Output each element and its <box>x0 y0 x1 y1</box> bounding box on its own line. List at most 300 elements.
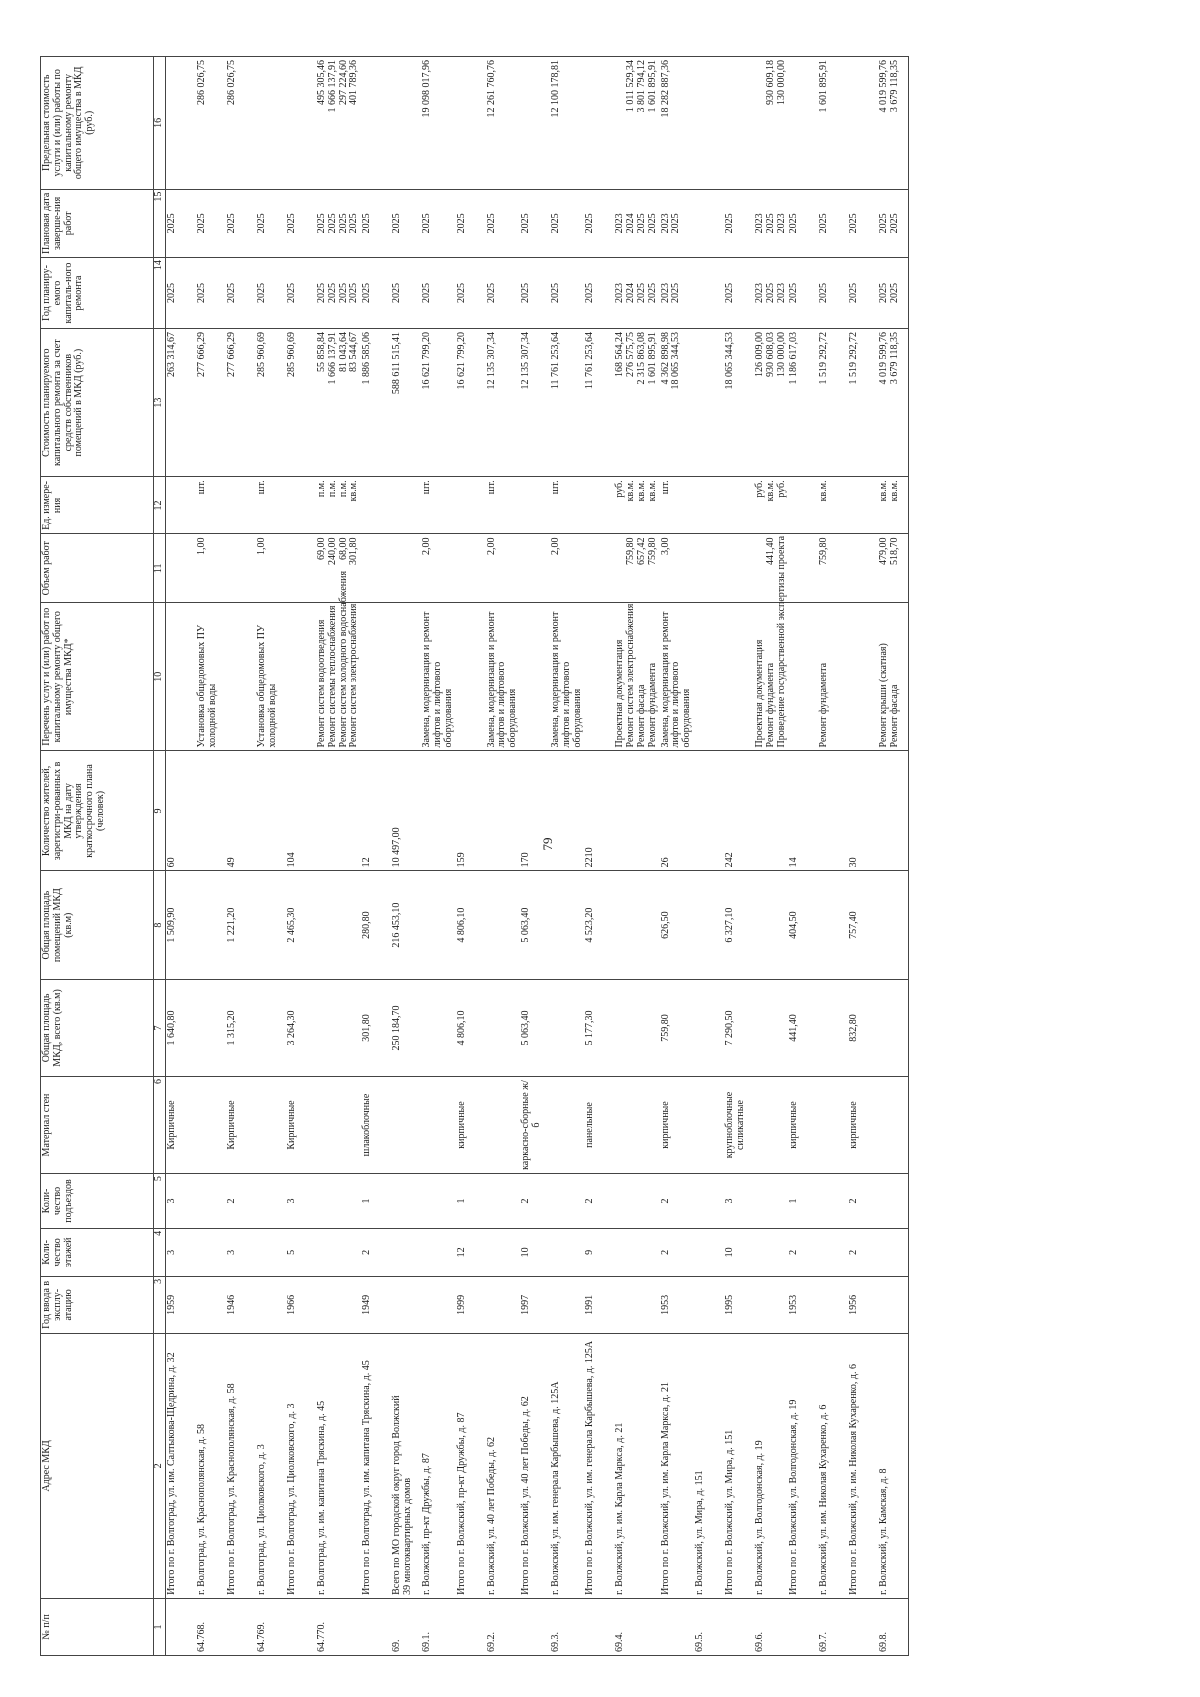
cell-addr: г. Волжский, ул. Мира, д. 151 <box>694 1333 724 1598</box>
cell-area <box>316 979 361 1076</box>
cell-n <box>848 1598 878 1655</box>
column-number: 9 <box>154 751 166 871</box>
cell-y2: 2025 2025 <box>878 189 909 258</box>
cell-y1: 2023 2024 2025 2025 <box>614 258 659 329</box>
cell-year: 1949 <box>361 1276 391 1333</box>
table-row <box>584 57 614 1656</box>
cell-parea <box>818 871 848 980</box>
table-row <box>788 57 818 1656</box>
cell-limit: 12 100 178,81 <box>550 57 584 190</box>
cell-area <box>550 979 584 1076</box>
table-row <box>316 57 361 1656</box>
cell-y1 <box>694 258 724 329</box>
cell-mat: кирпичные <box>788 1076 818 1173</box>
header-cell: Стоимость планируемого капитального ремонта за счет средств собственников помещений в МКД (руб.) <box>41 328 154 476</box>
cell-y2: 2025 <box>456 189 486 258</box>
cell-addr: г. Волжский, пр-кт Дружбы, д. 87 <box>421 1333 455 1598</box>
cell-floors: 3 <box>226 1228 256 1276</box>
cell-y2: 2025 <box>421 189 455 258</box>
cell-y1: 2025 <box>584 258 614 329</box>
rotated-table-wrapper <box>40 56 1200 1656</box>
cell-unit: шт. <box>486 477 520 534</box>
cell-parea <box>256 871 286 980</box>
cell-parea <box>486 871 520 980</box>
cell-parea: 2 465,30 <box>286 871 316 980</box>
cell-addr: Итого по г. Волгоград, ул. Циолковского, д. 3 <box>286 1333 316 1598</box>
cell-unit: п.м. п.м. п.м. кв.м. <box>316 477 361 534</box>
column-number: 5 <box>154 1174 166 1229</box>
cell-floors: 2 <box>788 1228 818 1276</box>
cell-year <box>818 1276 848 1333</box>
cell-limit <box>788 57 818 190</box>
table-row <box>166 57 197 1656</box>
cell-mat: Кирпичные <box>226 1076 256 1173</box>
cell-floors <box>256 1228 286 1276</box>
cell-y2: 2025 <box>226 189 256 258</box>
cell-y2: 2025 <box>520 189 550 258</box>
header-cell: Ед. измере-ния <box>41 477 154 534</box>
cell-limit <box>166 57 197 190</box>
cell-limit: 495 305,46 1 666 137,91 297 224,60 401 789,36 <box>316 57 361 190</box>
cell-res: 14 <box>788 751 818 871</box>
cell-entr <box>694 1174 724 1229</box>
cell-mat: шлакоблочные <box>361 1076 391 1173</box>
cell-limit: 930 609,18 130 000,00 <box>754 57 788 190</box>
cell-y1: 2025 <box>226 258 256 329</box>
cell-vol: 2,00 <box>486 534 520 603</box>
cell-y2: 2025 <box>724 189 754 258</box>
cell-n: 69.5. <box>694 1598 724 1655</box>
cell-addr: Итого по г. Волгоград, ул. им. капитана Тряскина, д. 45 <box>361 1333 391 1598</box>
cell-y1: 2025 <box>166 258 197 329</box>
cell-res: 12 <box>361 751 391 871</box>
cell-n <box>456 1598 486 1655</box>
cell-entr <box>391 1174 421 1229</box>
cell-area: 5 063,40 <box>520 979 550 1076</box>
cell-vol <box>694 534 724 603</box>
cell-floors: 10 <box>520 1228 550 1276</box>
cell-cost: 126 009,00 930 608,03 130 000,00 <box>754 328 788 476</box>
cell-addr: Итого по г. Волгоград, ул. Краснополянская, д. 58 <box>226 1333 256 1598</box>
cell-year <box>421 1276 455 1333</box>
cell-unit: шт. <box>256 477 286 534</box>
cell-unit: кв.м. <box>818 477 848 534</box>
cell-unit <box>361 477 391 534</box>
table-row <box>486 57 520 1656</box>
cell-y2: 2023 2025 2023 <box>754 189 788 258</box>
table-row <box>818 57 848 1656</box>
header-cell: Коли-чество этажей <box>41 1228 154 1276</box>
cell-limit: 286 026,75 <box>226 57 256 190</box>
cell-y1: 2025 <box>361 258 391 329</box>
cell-vol: 441,40 <box>754 534 788 603</box>
cell-floors: 2 <box>660 1228 694 1276</box>
cell-y1: 2025 <box>486 258 520 329</box>
cell-vol: 2,00 <box>550 534 584 603</box>
cell-area: 1 640,80 <box>166 979 197 1076</box>
cell-mat: Кирпичные <box>166 1076 197 1173</box>
cell-n <box>788 1598 818 1655</box>
cell-y2: 2023 2025 <box>660 189 694 258</box>
cell-parea: 4 806,10 <box>456 871 486 980</box>
cell-parea <box>421 871 455 980</box>
cell-cost <box>694 328 724 476</box>
cell-y1: 2025 <box>286 258 316 329</box>
cell-vol <box>361 534 391 603</box>
cell-y1: 2023 2025 2023 <box>754 258 788 329</box>
cell-parea: 280,80 <box>361 871 391 980</box>
cell-y2: 2025 <box>584 189 614 258</box>
cell-y2: 2025 <box>196 189 226 258</box>
cell-unit: шт. <box>550 477 584 534</box>
cell-vol <box>166 534 197 603</box>
cell-parea <box>550 871 584 980</box>
cell-res <box>316 751 361 871</box>
cell-floors <box>754 1228 788 1276</box>
column-number: 16 <box>154 57 166 190</box>
cell-area <box>694 979 724 1076</box>
cell-mat: Кирпичные <box>286 1076 316 1173</box>
header-cell: Коли-чество подъездов <box>41 1174 154 1229</box>
cell-area: 1 315,20 <box>226 979 256 1076</box>
cell-cost: 11 761 253,64 <box>550 328 584 476</box>
column-number: 4 <box>154 1228 166 1276</box>
cell-parea: 1 221,20 <box>226 871 256 980</box>
column-number: 13 <box>154 328 166 476</box>
cell-cost: 285 960,69 <box>256 328 286 476</box>
cell-limit <box>361 57 391 190</box>
cell-res <box>196 751 226 871</box>
cell-res: 2210 <box>584 751 614 871</box>
cell-year: 1999 <box>456 1276 486 1333</box>
cell-res: 30 <box>848 751 878 871</box>
cell-unit <box>520 477 550 534</box>
cell-n <box>361 1598 391 1655</box>
cell-y1: 2025 <box>724 258 754 329</box>
cell-year: 1997 <box>520 1276 550 1333</box>
cell-floors: 9 <box>584 1228 614 1276</box>
cell-entr <box>256 1174 286 1229</box>
cell-unit <box>286 477 316 534</box>
cell-mat <box>878 1076 909 1173</box>
cell-entr: 2 <box>660 1174 694 1229</box>
cell-vol <box>788 534 818 603</box>
cell-unit <box>456 477 486 534</box>
cell-n <box>520 1598 550 1655</box>
cell-unit: шт. <box>421 477 455 534</box>
cell-floors: 3 <box>166 1228 197 1276</box>
header-cell: Перечень услуг и (или) работ по капитальному ремонту общего имущества МКД* <box>41 603 154 751</box>
cell-y1: 2025 <box>788 258 818 329</box>
cell-y1: 2023 2025 <box>660 258 694 329</box>
cell-entr <box>316 1174 361 1229</box>
cell-year: 1956 <box>848 1276 878 1333</box>
column-number: 11 <box>154 534 166 603</box>
cell-addr: Итого по г. Волжский, пр-кт Дружбы, д. 87 <box>456 1333 486 1598</box>
cell-entr: 2 <box>848 1174 878 1229</box>
cell-work: Ремонт систем водоотведения Ремонт системы теплоснабжения Ремонт систем холодного водоснабжения Ремонт систем электроснабжения <box>316 603 361 751</box>
cell-n: 69.2. <box>486 1598 520 1655</box>
cell-addr: г. Волжский, ул. им. Николая Кухаренко, д. 6 <box>818 1333 848 1598</box>
cell-year <box>754 1276 788 1333</box>
cell-mat <box>818 1076 848 1173</box>
cell-limit <box>286 57 316 190</box>
cell-mat: крупноблочные силикатные <box>724 1076 754 1173</box>
cell-work: Проектная документация Ремонт фундамента Проведение государственной экспертизы проекта <box>754 603 788 751</box>
cell-cost: 12 135 307,34 <box>486 328 520 476</box>
column-number: 12 <box>154 477 166 534</box>
cell-cost: 16 621 799,20 <box>421 328 455 476</box>
cell-work <box>226 603 256 751</box>
cell-work <box>848 603 878 751</box>
cell-work: Замена, модернизация и ремонт лифтов и лифтового оборудования <box>550 603 584 751</box>
cell-n <box>166 1598 197 1655</box>
cell-work <box>456 603 486 751</box>
cell-mat <box>391 1076 421 1173</box>
cell-y1: 2025 <box>818 258 848 329</box>
table-row <box>421 57 455 1656</box>
cell-y1: 2025 <box>456 258 486 329</box>
column-number: 14 <box>154 258 166 329</box>
cell-parea: 1 509,90 <box>166 871 197 980</box>
cell-res: 242 <box>724 751 754 871</box>
cell-n: 69.4. <box>614 1598 659 1655</box>
cell-y1: 2025 2025 <box>878 258 909 329</box>
cell-work: Замена, модернизация и ремонт лифтов и лифтового оборудования <box>486 603 520 751</box>
cell-mat: кирпичные <box>456 1076 486 1173</box>
cell-entr <box>614 1174 659 1229</box>
cell-vol <box>724 534 754 603</box>
cell-addr: г. Волжский, ул. им. генерала Карбышева, д. 125А <box>550 1333 584 1598</box>
cell-y2: 2025 <box>256 189 286 258</box>
cell-entr <box>550 1174 584 1229</box>
cell-floors <box>878 1228 909 1276</box>
cell-unit: шт. <box>660 477 694 534</box>
table-row <box>614 57 659 1656</box>
cell-entr <box>754 1174 788 1229</box>
cell-floors <box>391 1228 421 1276</box>
table-row <box>226 57 256 1656</box>
cell-addr: Итого по г. Волжский, ул. Мира, д. 151 <box>724 1333 754 1598</box>
table-row <box>550 57 584 1656</box>
cell-area <box>421 979 455 1076</box>
cell-mat <box>256 1076 286 1173</box>
cell-entr <box>878 1174 909 1229</box>
cell-mat <box>550 1076 584 1173</box>
cell-unit <box>848 477 878 534</box>
cell-year <box>486 1276 520 1333</box>
cell-year <box>614 1276 659 1333</box>
cell-y1: 2025 <box>196 258 226 329</box>
cell-limit: 286 026,75 <box>196 57 226 190</box>
cell-unit: руб. кв.м. руб. <box>754 477 788 534</box>
cell-limit: 1 601 895,91 <box>818 57 848 190</box>
cell-cost: 1 519 292,72 <box>848 328 878 476</box>
cell-n: 69.1. <box>421 1598 455 1655</box>
cell-n: 69.7. <box>818 1598 848 1655</box>
header-cell: Материал стен <box>41 1076 154 1173</box>
cell-n <box>724 1598 754 1655</box>
cell-entr: 3 <box>286 1174 316 1229</box>
table-row <box>286 57 316 1656</box>
cell-parea <box>196 871 226 980</box>
cell-entr <box>421 1174 455 1229</box>
cell-vol <box>520 534 550 603</box>
cell-entr: 1 <box>456 1174 486 1229</box>
cell-parea <box>754 871 788 980</box>
cell-limit <box>391 57 421 190</box>
cell-floors: 5 <box>286 1228 316 1276</box>
cell-cost: 588 611 515,41 <box>391 328 421 476</box>
cell-cost: 16 621 799,20 <box>456 328 486 476</box>
header-cell: Общая площадь помещений МКД (кв.м) <box>41 871 154 980</box>
cell-year: 1953 <box>788 1276 818 1333</box>
cell-area: 250 184,70 <box>391 979 421 1076</box>
cell-res <box>878 751 909 871</box>
cell-unit <box>694 477 724 534</box>
cell-entr <box>486 1174 520 1229</box>
cell-area <box>614 979 659 1076</box>
cell-area <box>256 979 286 1076</box>
cell-work <box>361 603 391 751</box>
cell-work: Замена, модернизация и ремонт лифтов и лифтового оборудования <box>421 603 455 751</box>
cell-mat: кирпичные <box>660 1076 694 1173</box>
cell-addr: Итого по г. Волжский, ул. им. Карла Маркса, д. 21 <box>660 1333 694 1598</box>
cell-entr: 2 <box>226 1174 256 1229</box>
cell-work <box>584 603 614 751</box>
cell-cost: 1 519 292,72 <box>818 328 848 476</box>
cell-mat: панельные <box>584 1076 614 1173</box>
cell-entr <box>818 1174 848 1229</box>
table-row <box>361 57 391 1656</box>
table-row <box>878 57 909 1656</box>
cell-floors: 2 <box>361 1228 391 1276</box>
cell-work: Ремонт фундамента <box>818 603 848 751</box>
column-number-row <box>154 57 166 1656</box>
cell-year <box>196 1276 226 1333</box>
cell-y2: 2025 <box>286 189 316 258</box>
cell-parea <box>694 871 724 980</box>
cell-n: 69.6. <box>754 1598 788 1655</box>
table-row <box>754 57 788 1656</box>
cell-res: 60 <box>166 751 197 871</box>
cell-addr: Итого по г. Волжский, ул. им. Николая Кухаренко, д. 6 <box>848 1333 878 1598</box>
cell-vol <box>584 534 614 603</box>
cell-y1: 2025 <box>848 258 878 329</box>
cell-vol: 1,00 <box>196 534 226 603</box>
header-cell: Количество жителей, зарегистри-рованных в МКД на дату утверждения краткосрочного плана (человек) <box>41 751 154 871</box>
cell-work <box>391 603 421 751</box>
table-row <box>724 57 754 1656</box>
cell-mat: кирпичные <box>848 1076 878 1173</box>
cell-parea: 5 063,40 <box>520 871 550 980</box>
cell-area: 301,80 <box>361 979 391 1076</box>
cell-area: 441,40 <box>788 979 818 1076</box>
cell-cost: 277 666,29 <box>226 328 256 476</box>
cell-res <box>421 751 455 871</box>
cell-work <box>286 603 316 751</box>
cell-floors <box>196 1228 226 1276</box>
cell-floors <box>316 1228 361 1276</box>
cell-addr: Итого по г. Волгоград, ул. им. Салтыкова-Щедрина, д. 32 <box>166 1333 197 1598</box>
cell-n: 69.8. <box>878 1598 909 1655</box>
cell-y2: 2025 <box>391 189 421 258</box>
cell-y2 <box>694 189 724 258</box>
cell-mat <box>694 1076 724 1173</box>
cell-vol: 759,80 <box>818 534 848 603</box>
cell-area <box>818 979 848 1076</box>
cell-parea: 626,50 <box>660 871 694 980</box>
cell-y1: 2025 <box>391 258 421 329</box>
cell-unit <box>391 477 421 534</box>
header-cell: № п/п <box>41 1598 154 1655</box>
cell-limit: 1 011 529,34 3 801 794,12 1 601 895,91 <box>614 57 659 190</box>
column-number: 1 <box>154 1598 166 1655</box>
cell-parea: 757,40 <box>848 871 878 980</box>
cell-year <box>878 1276 909 1333</box>
cell-y2: 2025 2025 2025 2025 <box>316 189 361 258</box>
cell-mat <box>486 1076 520 1173</box>
column-number: 2 <box>154 1333 166 1598</box>
cell-addr: Итого по г. Волжский, ул. 40 лет Победы, д. 62 <box>520 1333 550 1598</box>
cell-addr: Всего по МО городской округ город Волжский 39 многоквартирных домов <box>391 1333 421 1598</box>
cell-addr: г. Волжский, ул. Волгодонская, д. 19 <box>754 1333 788 1598</box>
cell-cost: 263 314,67 <box>166 328 197 476</box>
cell-vol: 759,80 657,42 759,80 <box>614 534 659 603</box>
cell-work <box>694 603 724 751</box>
cell-vol <box>226 534 256 603</box>
cell-addr: г. Волгоград, ул. Циолковского, д. 3 <box>256 1333 286 1598</box>
cell-vol: 3,00 <box>660 534 694 603</box>
cell-parea <box>878 871 909 980</box>
cell-area: 832,80 <box>848 979 878 1076</box>
header-cell: Адрес МКД <box>41 1333 154 1598</box>
cell-floors: 10 <box>724 1228 754 1276</box>
cell-year: 1946 <box>226 1276 256 1333</box>
cell-addr: г. Волжский, ул. им. Карла Маркса, д. 21 <box>614 1333 659 1598</box>
cell-cost: 277 666,29 <box>196 328 226 476</box>
cell-res <box>754 751 788 871</box>
cell-vol: 479,00 518,70 <box>878 534 909 603</box>
header-cell: Общая площадь МКД, всего (кв.м) <box>41 979 154 1076</box>
cell-limit <box>584 57 614 190</box>
cell-n <box>226 1598 256 1655</box>
cell-y1: 2025 <box>520 258 550 329</box>
cell-floors <box>421 1228 455 1276</box>
cell-work <box>724 603 754 751</box>
cell-floors <box>486 1228 520 1276</box>
cell-y2: 2025 <box>818 189 848 258</box>
cell-work <box>788 603 818 751</box>
column-number: 3 <box>154 1276 166 1333</box>
cell-entr: 3 <box>724 1174 754 1229</box>
column-number: 10 <box>154 603 166 751</box>
cell-addr: Итого по г. Волжский, ул. им. генерала Карбышева, д. 125А <box>584 1333 614 1598</box>
cell-addr: г. Волжский, ул. 40 лет Победы, д. 62 <box>486 1333 520 1598</box>
cell-limit <box>456 57 486 190</box>
cell-year <box>316 1276 361 1333</box>
cell-parea <box>614 871 659 980</box>
cell-entr: 1 <box>788 1174 818 1229</box>
cell-area <box>196 979 226 1076</box>
cell-floors: 12 <box>456 1228 486 1276</box>
cell-cost: 4 019 599,76 3 679 118,35 <box>878 328 909 476</box>
cell-addr: г. Волгоград, ул. Краснополянская, д. 58 <box>196 1333 226 1598</box>
cell-area <box>486 979 520 1076</box>
cell-vol <box>391 534 421 603</box>
cell-year: 1953 <box>660 1276 694 1333</box>
cell-res <box>486 751 520 871</box>
